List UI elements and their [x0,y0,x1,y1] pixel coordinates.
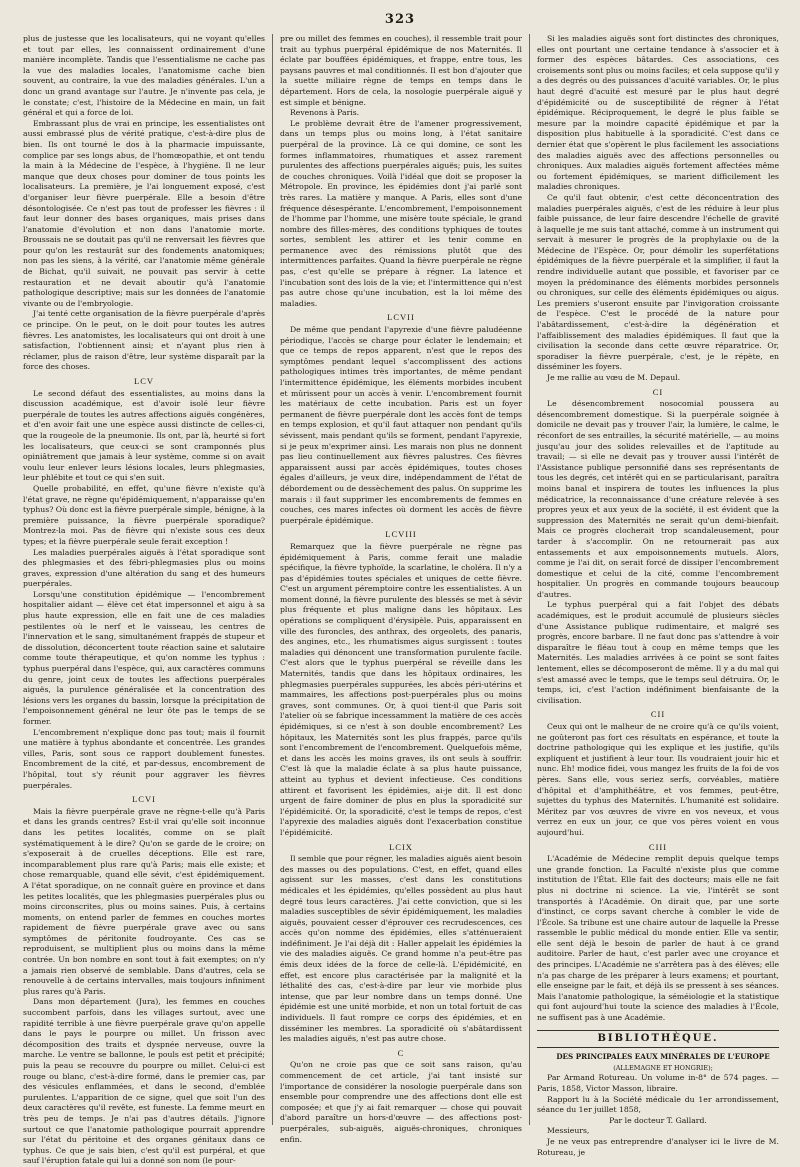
paragraph: J'ai tenté cette organisation de la fièvre puerpérale d'après ce principe. On le peut, on le doit pour toutes les autres fièvres. Les anatomistes, les localisateurs qui ont droit à une satisfaction, l'obtiennent ainsi; et n'ayant plus rien à réclamer, plus de raison d'être, leur système disparaît par la force des choses. [23,309,265,372]
paragraph: Les maladies puerpérales aiguës à l'état sporadique sont des phlegmasies et des fébri-phlegmasies plus ou moins graves, expression d'une altération du sang et des humeurs puerpérales. [23,547,265,589]
paragraph: Ce qu'il faut obtenir, c'est cette déconcentration des maladies puerpérales aiguës, c'est de les réduire à leur plus faible puissance, de leur faire descendre l'échelle de gravité à laquelle je me suis tant attaché, comme à un instrument qui servait à mesurer le progrès de la prophylaxie ou de la Médecine de l'Espèce. Or, pour démolir les superfétations épidémiques de la fièvre puerpérale et la simplifier, il faut la rendre individuelle autant que possible, et favoriser par ce moyen la prédominance des éléments morbides personnels ou chroniques, sur celle des éléments épidémiques ou aigus. Les premiers s'useront ensuite par l'invigoration croissante de l'espèce. C'est le procédé de la nature pour l'abâtardissement, c'est-à-dire la dégénération et l'affaiblissement des maladies épidémiques. Il faut que la civilisation la seconde dans cette œuvre réparatrice. Or, sporadiser la fièvre puerpérale, c'est, je le répète, en disséminer les foyers. [537,192,779,372]
column-1 [16,34,272,1166]
paragraph: Il semble que pour régner, les maladies aiguës aient besoin des masses ou des populations. C'est, en effet, quand elles agissent sur les masses, c'est dans les constitutions médicales et les épidémies, qu'elles possèdent au plus haut degré tous leurs caractères. J'ai cette conviction, que si les maladies susceptibles de sévir épidémiquement, les maladies aiguës, pouvaient cesser d'éprouver ces recrudescences, ces accès qu'on nomme des épidémies, elles s'atténueraient indéfiniment. Je l'ai déjà dit : Haller appelait les épidémies la vie des maladies aiguës. Ce grand homme n'a peut-être pas émis deux idées de la force de celle-là. L'épidémicité, en effet, est encore plus caractérisée par la malignité et la léthalité des cas, c'est-à-dire par leur vie morbide plus intense, que par leur nombre dans un temps donné. Une épidémie est une unité morbide, et non un total fortuit de cas individuels. Il faut rompre ce corps des épidémies, et en disséminer les membres. La sporadicité où s'abâtardissent les maladies aiguës, n'est pas autre chose. [280,854,522,1044]
bibliotheque-heading: BIBLIOTHÈQUE. [537,1030,779,1049]
paragraph: Ceux qui ont le malheur de ne croire qu'à ce qu'ils voient, ne goûteront pas fort ces résultats en espérance, et toute la doctrine pathologique qui les explique et les justifie, qu'ils expliquent et justifient à leur tour. Ils voudraient jouir hic et nunc. Eh! modice fidei, vous mangez les fruits de la foi de vos pères. Sans elle, vous seriez serfs, corvéables, matière d'hôpital et d'amphithéâtre, et vos femmes, peut-être, sujettes du typhus des Maternités. L'humanité est solidaire. Méritez par vos œuvres de vivre en vos neveux, et vous verrez en eux un jour, ce que vos pères voient en vous aujourd'hui. [537,722,779,837]
paragraph: Revenons à Paris. [290,108,360,118]
section-number: CIII [648,841,668,852]
greeting: Messieurs, [547,1126,590,1136]
paragraph: Lorsqu'une constitution épidémique — l'encombrement hospitalier aidant — élève cet état impersonnel et aigu à sa plus haute expression, elle en fait une de ces maladies pestilentes où le nerf et le vaisseau, les centres de l'innervation et le sang, simultanément frappés de stupeur et de dissolution, déconcertent toute réaction saine et salutaire comme toute thérapeutique, et qu'on nomme les typhus : typhus puerpéral dans l'espèce, qui, aux caractères communs du genre, joint ceux de toutes les affections puerpérales aiguës, la purulence généralisée et la concentration des lésions vers les organes du bassin, lorsque la précipitation de l'empoisonnement général ne leur ôte pas le temps de se former. [23,589,265,726]
section-number: LCV [134,376,154,386]
section-number: LCVIII [385,529,417,540]
text-columns [16,34,786,1166]
paragraph: Qu'on ne croie pas que ce soit sans raison, qu'au commencement de cet article, j'ai tant insisté sur l'importance de considérer la nosologie puerpérale dans son ensemble pour comprendre une des affections dont elle est composée; et que j'y ai fait remarquer — chose qui pouvait d'abord paraître un hors-d'œuvre — des affections post-puerpérales, sub-aiguës, aiguës-chroniques, chroniques enfin. [280,1060,522,1144]
paragraph: Je me rallie au vœu de M. Depaul. [547,373,681,382]
book-subtitle: (ALLEMAGNE ET HONGRIE); [613,1063,713,1072]
column-3 [529,34,786,1157]
column-2 [272,34,529,1144]
paragraph: Le second défaut des essentialistes, au moins dans la discussion académique, est d'avoir isolé leur fièvre puerpérale de toutes les autres affections aiguës congénères, et d'en avoir fait une une espèce aussi distincte de celles-ci, que la rougeole de la pneumonie. Ils ont, par là, heurté si fort les localisateurs, que ceux-ci se sont cramponnés plus opiniâtrement que jamais à leur système, comme si on avait voulu leur enlever leurs lésions locales, leurs phlegmasies, leur phlébite et tout ce qui s'en suit. [23,388,265,483]
book-author: Par Armand Rotureau. Un volume in-8° de 574 pages. — Paris, 1858, Victor Masson, libraire. [537,1073,779,1093]
book-reporter: Par le docteur T. Gallard. [609,1115,707,1125]
paragraph: Le problème devrait être de l'amener progressivement, dans un temps plus ou moins long, à l'état sanitaire puerpéral de la province. Là ce qui domine, ce sont les formes inflammatoires, rhumatiques et assez rarement purulentes des affections puerpérales aiguës; puis, les suites de couches chroniques. Voilà l'idéal que doit se proposer la Métropole. En province, les épidémies dont j'ai parlé sont très rares. La matière y manque. A Paris, elles sont d'une fréquence désespérante. L'encombrement, l'empoisonnement de l'homme par l'homme, une misère toute spéciale, le grand nombre des filles-mères, des conditions typhiques de toutes sortes, semblent les attirer et les tenir comme en permanence avec des rémissions plutôt que des intermittences parfaites. Quand la fièvre puerpérale ne règne pas, c'est qu'elle se prépare à régner. La latence et l'incubation sont des lois de la vie; et l'intermittence qui n'est pas autre chose qu'une incubation, est la loi même des maladies. [280,118,522,308]
section-number: CII [650,709,666,720]
section-number: LCIX [389,841,413,852]
paragraph: Le typhus puerpéral qui a fait l'objet des débats académiques, est le produit accumulé de plusieurs siècles d'une Assistance publique rudimentaire, et malgré ses progrès, encore barbare. Il ne faut donc pas s'attendre à voir disparaître le fléau tout à coup en même temps que les Maternités. Les maladies arrivées à ce point se sont faites lentement, elles se décomposeront de même. Il y a du mal qui s'est amassé avec le temps, que le temps seul détruira. Or, le temps, ici, c'est l'action indéfiniment bienfaisante de la civilisation. [537,600,779,705]
paragraph: L'encombrement n'explique donc pas tout; mais il fournit une matière à typhus abondante et concentrée. Les grandes villes, Paris, sont sous ce rapport doublement funestes. Encombrement de la cité, et par-dessus, encombrement de l'hôpital, tout s'y réunit pour aggraver les fièvres puerpérales. [23,727,265,790]
section-number: CI [652,386,664,397]
section-number: LCVI [132,794,156,805]
paragraph: Je ne veux pas entreprendre d'analyser ici le livre de M. Rotureau, je [537,1136,779,1157]
paragraph: Quelle probabilité, en effet, qu'une fièvre n'existe qu'à l'état grave, ne règne qu'épidémiquement, n'apparaisse qu'en typhus? Où donc est la fièvre puerpérale simple, bénigne, à la première puissance, la fièvre puerpérale sporadique? Montrez-la moi. Pas de fièvre qui n'existe sous ces deux types; et la fièvre puerpérale seule ferait exception ! [23,483,265,546]
paragraph: plus de justesse que les localisateurs, qui ne voyant qu'elles et tout par elles, les connaissent ordinairement d'une manière incomplète. Tandis que l'essentialisme ne cache pas la vue des maladies locales, l'anatomisme cache bien souvent, au contraire, la vue des maladies générales. L'un a donc un grand avantage sur l'autre. Je n'invente pas cela, je le constate; c'est, l'histoire de la Médecine en main, un fait général et qui a force de loi. [23,34,265,118]
paragraph: Embrassant plus de vrai en principe, les essentialistes ont aussi embrassé plus de vérité pratique, c'est-à-dire plus de bien. Ils ont tourné le dos à la pharmacie impuissante, complice par ses longs abus, de l'homœopathie, et ont tendu la main à la Médecine de l'espèce, à l'hygiène. Il ne leur manque que deux choses pour dominer de tous points les localisateurs. La première, je l'ai longuement exposé, c'est d'organiser leur fièvre puerpérale. Elle a besoin d'être désontologisée. Ce n'est pas tout de professer les fièvres : il faut leur donner des bases organiques, mais prises dans l'anatomie d'évolution et non dans l'anatomie morte. Broussais ne se doutait pas qu'il ne renversait les fièvres que pour qu'on les restaurât sur des fondements anatomiques; non pas les siens, à la vérité, car l'anatomie même générale de Bichat, qu'il suivait, ne pouvait pas servir à cette restauration et ne devait aboutir qu'à l'anatomie pathologique descriptive; mais sur les données de l'anatomie vivante ou de l'embryologie. [23,118,265,308]
section-number: C [397,1047,405,1058]
paragraph: Si les maladies aiguës sont fort distinctes des chroniques, elles ont pourtant une certaine tendance à s'associer et à former des espèces bâtardes. Ces associations, ces croisements sont plus ou moins faciles; et cela suppose qu'il y a des degrés ou des puissances d'acuité variables. Or, le plus haut degré d'acuité est mesuré par le plus haut degré d'épidémicité ou de susceptibilité de régner à l'état épidémique. Réciproquement, le degré le plus faible se mesure par la moindre capacité épidémique et par la disposition plus habituelle à la sporadicité. C'est dans ce dernier état que s'opèrent le plus facilement les associations des maladies aiguës avec des affections personnelles ou chroniques. Aux maladies aiguës fortement affectées même ou fortement épidémiques, se marient difficilement les maladies chroniques. [537,34,779,192]
paragraph: L'Académie de Médecine remplit depuis quelque temps une grande fonction. La Faculté n'existe plus que comme institution de l'État. Elle fait des docteurs; mais elle ne fait plus ni doctrine ni science. La vie, l'intérêt se sont transportés à l'Académie. On dirait que, par une sorte d'instinct, ce corps savant cherche à combler le vide de l'École. Sa tribune est une chaire autour de laquelle la Presse rassemble le public médical du monde entier. Elle va sentir, elle sent déjà le besoin de parler de haut à ce grand auditoire. Parler de haut, c'est parler avec une croyance et des principes. L'Académie ne s'arrêtera pas à des élèves; elle n'a pas charge de les préparer à leurs examens; et pourtant, elle enseigne par le fait, et déjà ils se pressent à ses séances. Mais l'anatomie pathologique, la séméiologie et la statistique qui font aujourd'hui toute la science des maladies à l'École, ne suffisent pas à une Académie. [537,854,779,1023]
page-number: 323 [384,12,416,27]
book-report: Rapport lu à la Société médicale du 1er arrondissement, séance du 1er juillet 1858, [537,1094,779,1115]
paragraph: Mais la fièvre puerpérale grave ne règne-t-elle qu'à Paris et dans les grands centres? Est-il vrai qu'elle soit inconnue dans les petites localités, comme on se plaît systématiquement à le dire? Qu'on se garde de le croire; on s'exposerait à de cruelles déceptions. Elle est rare, incomparablement plus rare qu'à Paris; mais elle existe; et chose remarquable, quand elle sévit, c'est épidémiquement. A l'état sporadique, on ne connaît guère en province et dans les petites localités, que les phlegmasies puerpérales plus ou moins circonscrites, plus ou moins saines. Puis, à certains moments, on entend parler de femmes en couches mortes rapidement de fièvre puerpérale grave avec ou sans symptômes de péritonite foudroyante. Ces cas se reproduisent, se multiplient plus ou moins dans la même contrée. Un bon nombre en sont tout à fait exemptes; on n'y a jamais rien observé de semblable. Dans d'autres, cela se renouvelle à de certains intervalles, mais toujours infiniment plus rares qu'à Paris. [23,806,265,996]
section-number: LCVII [387,312,415,323]
paragraph: pre ou millet des femmes en couches), il ressemble trait pour trait au typhus puerpéral épidémique de nos Maternités. Il éclate par bouffées épidémiques, et frappe, entre tous, les paysans pauvres et mal conditionnés. Il est bon d'ajouter que la suette miliaire règne de temps en temps dans le département. Hors de cela, la nosologie puerpérale aiguë y est simple et bénigne. [280,34,522,107]
paragraph: Le désencombrement nosocomial poussera au désencombrement domestique. Si la puerpérale soignée à domicile ne devait pas y trouver l'air, la lumière, le calme, le réconfort de ses entrailles, la sécurité matérielle, — au moins jusqu'au jour des solides relevailles et de l'aptitude au travail; — si elle ne devait pas y trouver aussi l'intérêt de l'Assistance publique personnifié dans ses représentants de tous les degrés, cet intérêt qui en se particularisant, paraîtra moins banal et inspirera de toutes les influences la plus médicatrice, la reconnaissance d'une créature relevée à ses propres yeux et aux yeux de la société, il est évident que la suppression des Maternités ne serait qu'un demi-bienfait. Mais ce progrès clocherait trop scandaleusement, pour tarder à s'accomplir. On ne retournerait pas aux entassements et aux empoisonnements mutuels. Alors, comme je l'ai dit, on serait forcé de dissiper l'encombrement domestique et celui de la cité, comme l'encombrement hospitalier. Un progrès en commande toujours beaucoup d'autres. [537,399,779,599]
paragraph: Dans mon département (Jura), les femmes en couches succombent parfois, dans les villages surtout, avec une rapidité terrible à une fièvre puerpérale grave qu'on appelle dans le pays le pourpre ou millet. Un frisson avec décomposition des traits et dyspnée nerveuse, ouvre la marche. Le ventre se ballonne, le pouls est petit et précipité; puis la peau se recouvre du pourpre ou millet. Celui-ci est rouge ou blanc, c'est-à-dire formé, dans le premier cas, par des vésicules enflammées, et dans le second, d'emblée purulentes. L'apparition de ce signe, quel que soit l'un des deux caractères qu'il revête, est funeste. La femme meurt en très peu de temps. Je n'ai pas d'autres détails. J'ignore surtout ce que l'anatomie pathologique pourrait apprendre sur l'état du péritoine et des organes génitaux dans ce typhus. Ce que je sais bien, c'est qu'il est purpéral, et que sauf l'éruption fatale qui lui a donné son nom (le pour- [23,997,265,1166]
paragraph: Remarquez que la fièvre puerpérale ne règne pas épidémiquement à Paris, comme ferait une maladie spécifique, la fièvre typhoïde, la scarlatine, le choléra. Il n'y a pas d'épidémies toutes spéciales et uniques de cette fièvre. C'est un argument péremptoire contre les essentialistes. A un moment donné, la fièvre purulente des blessés se met à sévir plus fréquente et plus maligne dans les hôpitaux. Les opérations se compliquent d'érysipèle. Puis, apparaissent en ville des furoncles, des anthrax, des orgeolets, des panaris, des angines, etc., les rhumatismes aigus surgissent : toutes maladies qui dénoncent une transformation purulente facile. C'est alors que le typhus puerpéral se réveille dans les Maternités, tandis que dans les hôpitaux ordinaires, les phlegmasies puerpérales suppurées, les abcès péri-utérins et mammaires, les affections post-puerpérales plus ou moins graves, sont communes. Or, à quoi tient-il que Paris soit l'atelier où se fabrique incessamment la matière de ces accès épidémiques, si ce n'est à son double encombrement? Les hôpitaux, les Maternités sont les plus frappés, parce qu'ils sont l'encombrement de l'encombrement. Quelquefois même, et dans les accès les moins graves, ils ont seuls à souffrir. C'est là que la maladie éclate à sa plus haute puissance, atteint au typhus et devient infectieuse. Ces conditions attirent et favorisent les épidémies, ai-je dit. Il est donc urgent de faire dominer de plus en plus la sporadicité sur l'épidémicité. Or, la sporadicité, c'est le temps de repos, c'est l'apyrexie des maladies aiguës dont l'exacerbation constitue l'épidémicité. [280,541,522,837]
book-title: DES PRINCIPALES EAUX MINÉRALES DE L'EUROPE [556,1052,770,1062]
paragraph: De même que pendant l'apyrexie d'une fièvre paludéenne périodique, l'accès se charge pour éclater le lendemain; et que ce temps de repos apparent, n'est que le repos des symptômes pendant lequel s'accomplissent des actions pathologiques intimes très importantes, de même pendant l'intermittence épidémique, les éléments morbides incubent et mûrissent pour un accès à venir. L'encombrement fournit les matériaux de cette incubation. Paris est un foyer permanent de fièvre puerpérale dont les accès font de temps en temps explosion, et qu'il faut attaquer non pendant qu'ils sévissent, mais pendant qu'ils se forment, pendant l'apyrexie, si je peux m'exprimer ainsi. Les marais non plus ne donnent pas lieu continuellement aux fièvres palustres. Ces fièvres apparaissent aussi par accès épidémiques, toutes choses égales d'ailleurs, je veux dire, indépendamment de l'état de débordement ou de dessèchement des palus. On supprime les marais : il faut supprimer les encombrements de femmes en couches, ces mares infectes où dorment les accès de fièvre puerpérale épidémique. [280,325,522,525]
